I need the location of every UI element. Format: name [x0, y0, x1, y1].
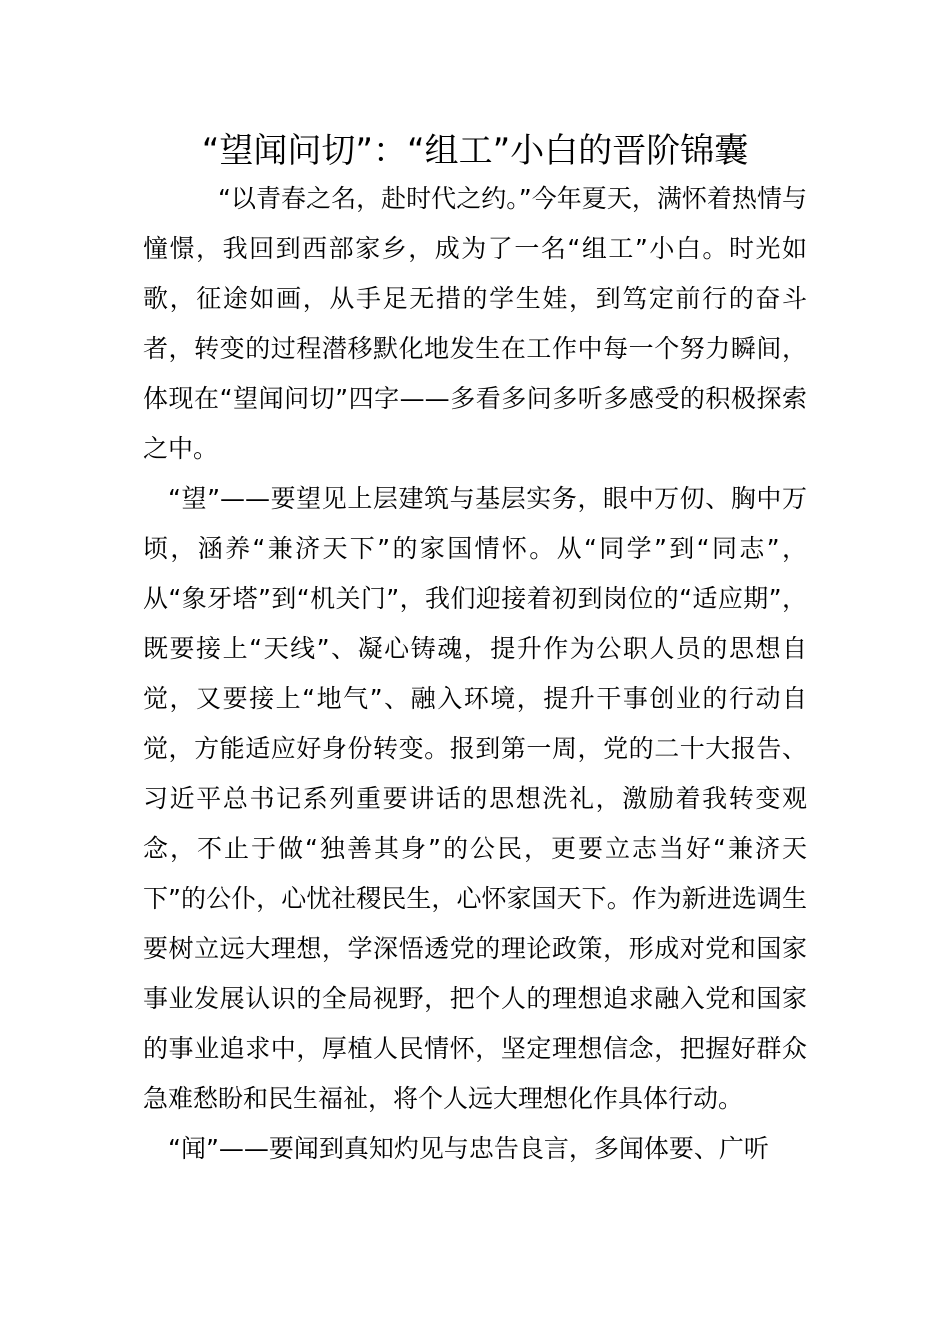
paragraph-intro: “以青春之名，赴时代之约。”今年夏天，满怀着热情与憧憬，我回到西部家乡，成为了一名“组工”小白。时光如歌，征途如画，从手足无措的学生娃，到笃定前行的奋斗者，转变的过程潜移默化地发生在工作中每一个努力瞬间，体现在“望闻问切”四字——多看多问多听多感受的积极探索之中。 — [143, 184, 807, 463]
document-title: “望闻问切”：“组工”小白的晋阶锦囊 — [201, 131, 749, 171]
document-body — [143, 174, 807, 1174]
paragraph-wang: “望”——要望见上层建筑与基层实务，眼中万仞、胸中万顷，涵养“兼济天下”的家国情怀。从“同学”到“同志”，从“象牙塔”到“机关门”，我们迎接着初到岗位的“适应期”，既要接上“天线”、凝心铸魂，提升作为公职人员的思想自觉，又要接上“地气”、融入环境，提升干事创业的行动自觉，方能适应好身份转变。报到第一周，党的二十大报告、习近平总书记系列重要讲话的思想洗礼，激励着我转变观念，不止于做“独善其身”的公民，更要立志当好“兼济天下”的公仆，心忧社稷民生，心怀家国天下。作为新进选调生要树立远大理想，学深悟透党的理论政策，形成对党和国家事业发展认识的全局视野，把个人的理想追求融入党和国家的事业追求中，厚植人民情怀，坚定理想信念，把握好群众急难愁盼和民生福祉，将个人远大理想化作具体行动。 — [143, 484, 807, 1113]
paragraph-wen: “闻”——要闻到真知灼见与忠告良言，多闻体要、广听 — [168, 1134, 769, 1163]
